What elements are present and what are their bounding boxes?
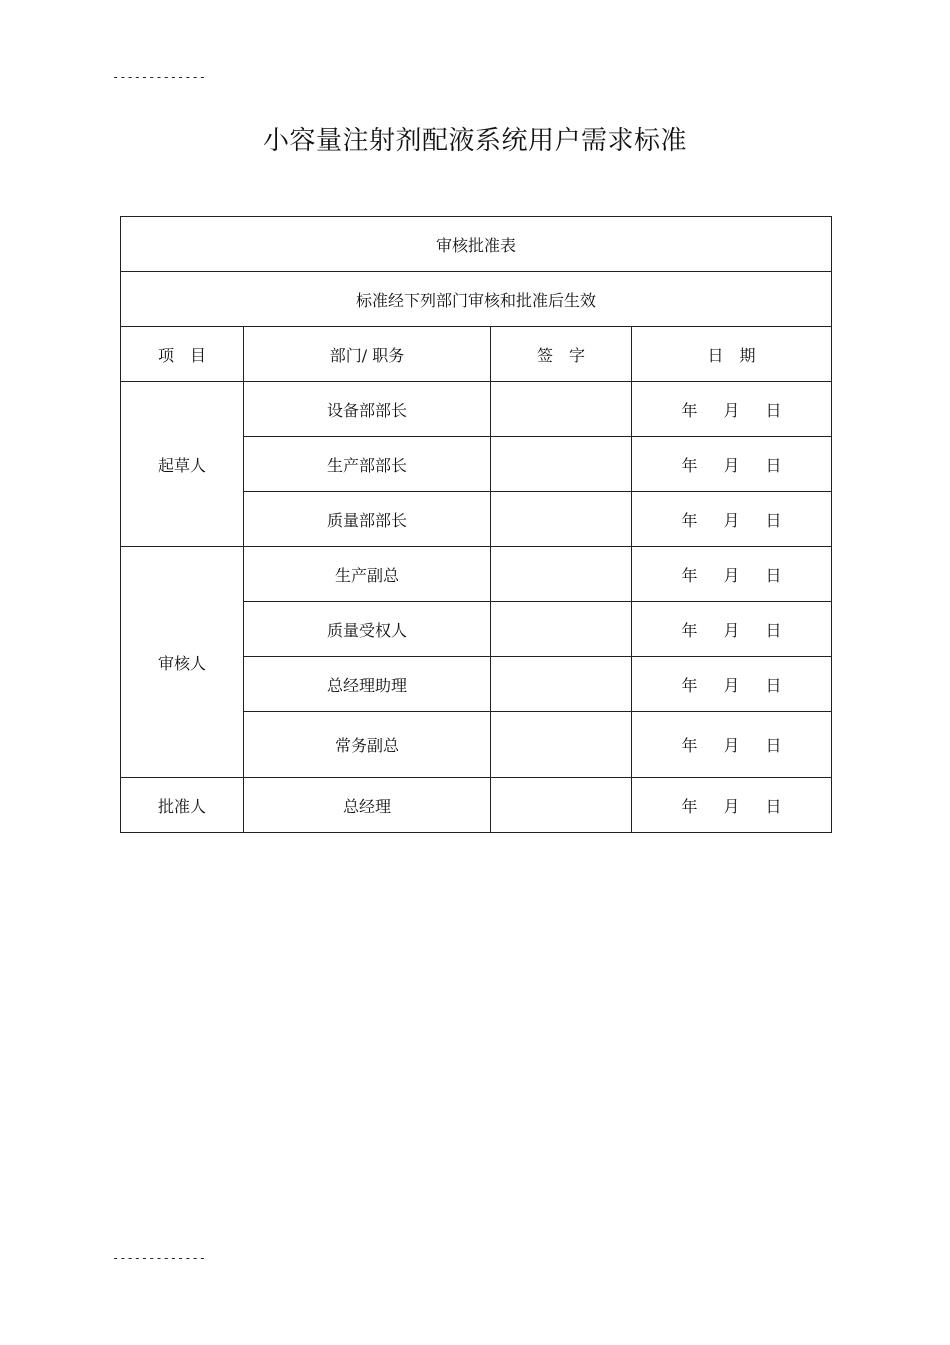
table-note-row: [121, 272, 832, 327]
role-approver: 批准人: [121, 778, 244, 833]
table-row: [121, 778, 832, 833]
signature-field[interactable]: [491, 712, 632, 778]
department-cell: 总经理助理: [244, 657, 491, 712]
signature-field[interactable]: [491, 492, 632, 547]
department-cell: 生产部部长: [244, 437, 491, 492]
department-cell: 总经理: [244, 778, 491, 833]
date-field[interactable]: 年 月 日: [632, 547, 832, 602]
header-item: 项 目: [121, 327, 244, 382]
header-department: 部门/ 职务: [244, 327, 491, 382]
table-caption: 审核批准表: [121, 217, 832, 272]
role-drafter: 起草人: [121, 382, 244, 547]
signature-field[interactable]: [491, 382, 632, 437]
date-field[interactable]: 年 月 日: [632, 778, 832, 833]
department-cell: 质量部部长: [244, 492, 491, 547]
table-header-row: [121, 327, 832, 382]
signature-field[interactable]: [491, 602, 632, 657]
date-field[interactable]: 年 月 日: [632, 602, 832, 657]
department-cell: 质量受权人: [244, 602, 491, 657]
date-field[interactable]: 年 月 日: [632, 712, 832, 778]
table-note: 标准经下列部门审核和批准后生效: [121, 272, 832, 327]
document-title: 小容量注射剂配液系统用户需求标准: [262, 126, 687, 156]
signature-field[interactable]: [491, 437, 632, 492]
bottom-separator: -------------: [112, 1251, 206, 1265]
table-row: [121, 382, 832, 437]
department-cell: 常务副总: [244, 712, 491, 778]
department-cell: 生产副总: [244, 547, 491, 602]
table-caption-row: [121, 217, 832, 272]
signature-field[interactable]: [491, 778, 632, 833]
date-field[interactable]: 年 月 日: [632, 657, 832, 712]
date-field[interactable]: 年 月 日: [632, 437, 832, 492]
table-row: [121, 547, 832, 602]
header-signature: 签 字: [491, 327, 632, 382]
approval-table: [120, 216, 832, 833]
date-field[interactable]: 年 月 日: [632, 382, 832, 437]
header-date: 日 期: [632, 327, 832, 382]
top-separator: -------------: [112, 70, 206, 84]
department-cell: 设备部部长: [244, 382, 491, 437]
signature-field[interactable]: [491, 547, 632, 602]
signature-field[interactable]: [491, 657, 632, 712]
date-field[interactable]: 年 月 日: [632, 492, 832, 547]
role-reviewer: 审核人: [121, 547, 244, 778]
